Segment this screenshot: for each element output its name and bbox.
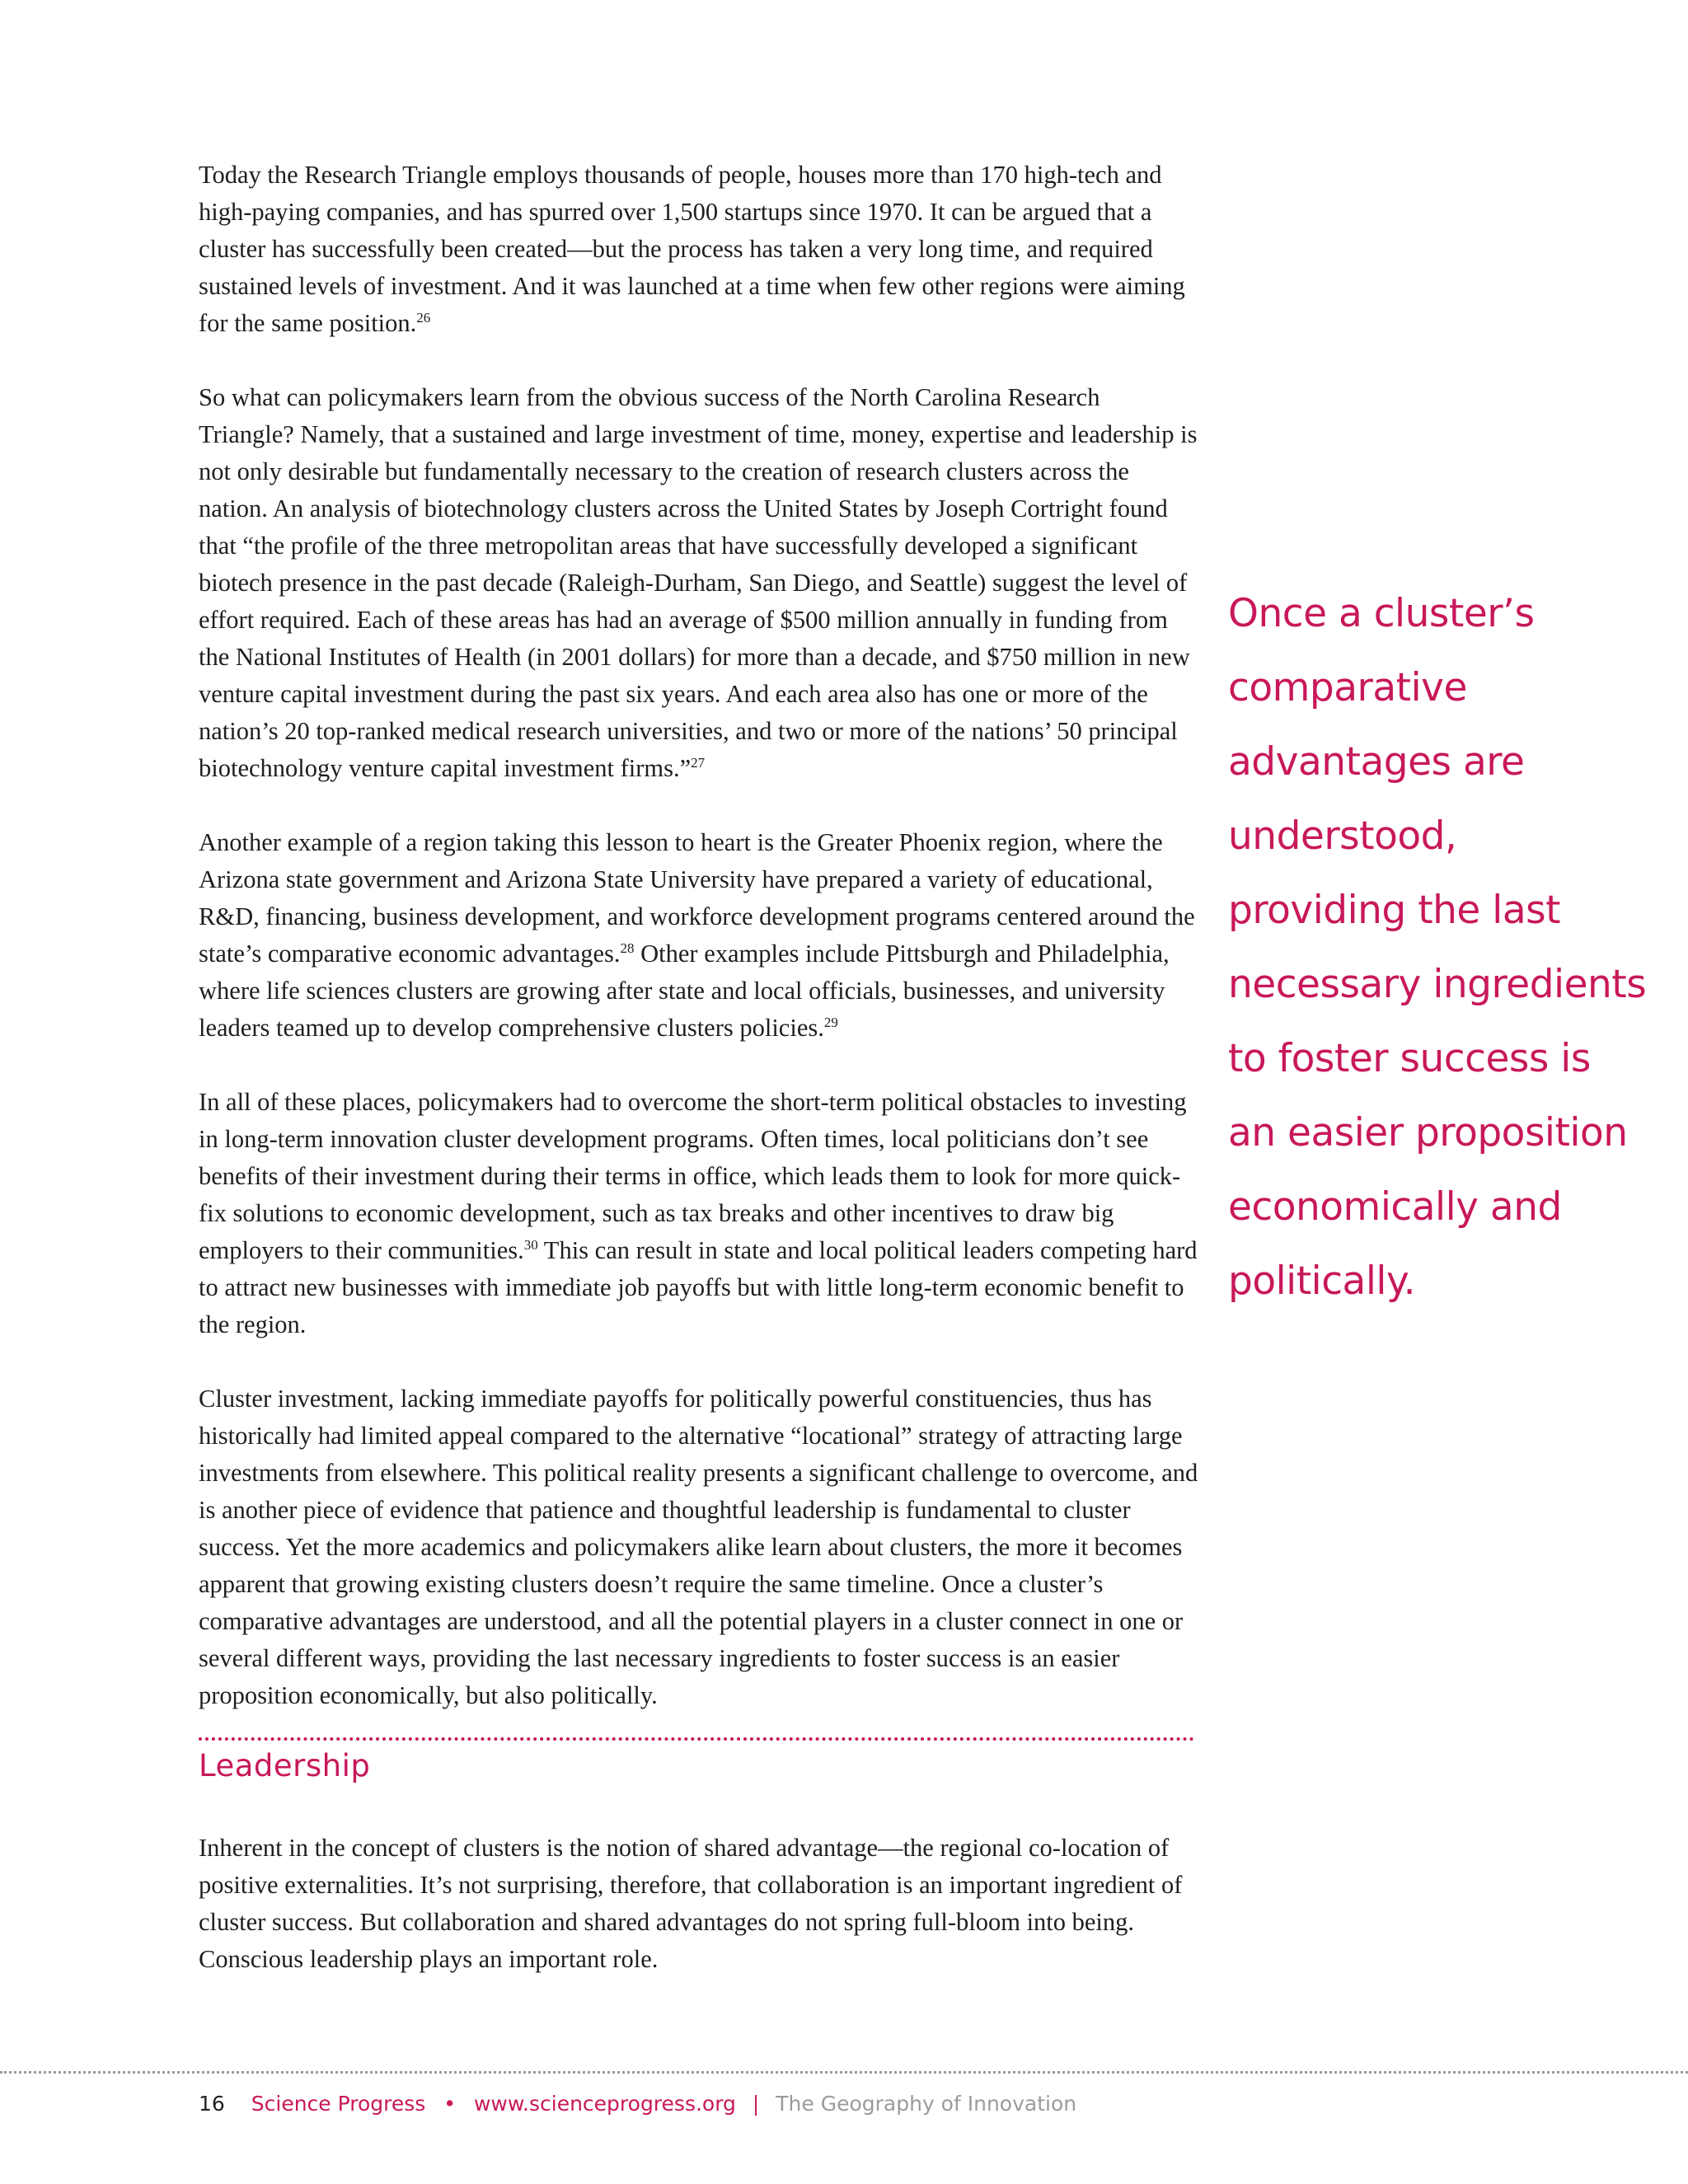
paragraph-phoenix-example [199, 824, 1200, 1047]
page-number: 16 [199, 2092, 225, 2116]
footnote-ref: 26 [416, 309, 431, 326]
report-title: The Geography of Innovation [776, 2092, 1077, 2116]
section-divider [199, 1737, 1194, 1741]
paragraph-leadership: Inherent in the concept of clusters is the notion of shared advantage—the regional co-location of positive externalities. It’s not surprising, therefore, that collaboration is an important ingredient of cluster success. But collaboration and shared advantages do not spring full-bloom into being. Conscious leadership plays an important role. [199, 1834, 1183, 1973]
pull-quote-line: politically. [1228, 1258, 1416, 1304]
pull-quote-line: Once a cluster’s [1228, 591, 1535, 636]
publication-url: www.scienceprogress.org [473, 2092, 736, 2116]
pull-quote [1228, 577, 1657, 1319]
paragraph-text: So what can policymakers learn from the obvious success of the North Carolina Research Triangle? Namely, that a sustained and large investment of time, money, expertise and leadership is not only desirable but fundamentally necessary to the creation of research clusters across the nation. An analysis of biotechnology clusters across the United States by Joseph Cortright found that “the profile of the three metropolitan areas that have successfully developed a significant biotech presence in the past decade (Raleigh-Durham, San Diego, and Seattle) suggest the level of effort required. Each of these areas has had an average of $500 million annually in funding from the National Institutes of Health (in 2001 dollars) for more than a decade, and $750 million in new venture capital investment during the past six years. And each area also has one or more of the nation’s 20 top-ranked medical research universities, and two or more of the nations’ 50 principal biotechnology venture capital investment firms.” [199, 383, 1198, 782]
paragraph-text: Other examples include Pittsburgh and Philadelphia, where life sciences clusters are growing after state and local officials, businesses, and university leaders teamed up to develop comprehensive clusters policies. [199, 940, 1170, 1042]
paragraph-text: Cluster investment, lacking immediate payoffs for politically powerful constituencies, thus has historically had limited appeal compared to the alternative “locational” strategy of attracting large investments from elsewhere. This political reality presents a significant challenge to overcome, and is another piece of evidence that patience and thoughtful leadership is fundamental to cluster success. Yet the more academics and policymakers alike learn about clusters, the more it becomes apparent that growing existing clusters doesn’t require the same timeline. Once a cluster’s comparative advantages are understood, and all the potential players in a cluster connect in one or several different ways, providing the last necessary ingredients to foster success is an easier proposition economically, but also politically. [199, 1385, 1198, 1709]
pull-quote-line: an easier proposition [1228, 1110, 1628, 1155]
publication-name: Science Progress [251, 2092, 426, 2116]
paragraph-text: Another example of a region taking this lesson to heart is the Greater Phoenix region, where the Arizona state government and Arizona State University have prepared a variety of educational, R&D, financing, business development, and workforce development programs centered around the state’s comparative economic advantages. [199, 828, 1195, 968]
paragraph-research-triangle [199, 157, 1200, 342]
pull-quote-line: to foster success is [1228, 1036, 1591, 1081]
footer-divider [0, 2071, 1688, 2074]
section-text [199, 1830, 1200, 1978]
pull-quote-line: necessary ingredients [1228, 962, 1647, 1007]
pull-quote-line: providing the last [1228, 888, 1561, 933]
footer-separator-dot: • [443, 2092, 457, 2116]
section-heading: Leadership [199, 1748, 371, 1783]
footnote-ref: 30 [523, 1236, 538, 1253]
paragraph-text: This can result in state and local political leaders competing hard to attract new businesses with immediate job payoffs but with little long-term economic benefit to the region. [199, 1236, 1198, 1338]
paragraph-policymakers-lessons [199, 379, 1200, 787]
footnote-ref: 29 [823, 1014, 838, 1030]
pull-quote-line: understood, [1228, 813, 1457, 859]
main-text-column [199, 157, 1200, 1751]
page-footer [199, 2092, 1076, 2116]
pull-quote-line: advantages are [1228, 739, 1525, 785]
paragraph-text: In all of these places, policymakers had to overcome the short-term political obstacles to investing in long-term innovation cluster development programs. Often times, local politicians don’t see benefits of their investment during their terms in office, which leads them to look for more quick-fix solutions to economic development, such as tax breaks and other incentives to draw big employers to their communities. [199, 1088, 1187, 1264]
paragraph-political-obstacles [199, 1084, 1200, 1343]
paragraph-text: Today the Research Triangle employs thousands of people, houses more than 170 high-tech and high-paying companies, and has spurred over 1,500 startups since 1970. It can be argued that a cluster has successfully been created—but the process has taken a very long time, and required sustained levels of investment. And it was launched at a time when few other regions were aiming for the same position. [199, 161, 1185, 337]
footnote-ref: 27 [691, 754, 706, 771]
pull-quote-line: economically and [1228, 1184, 1562, 1230]
footnote-ref: 28 [620, 940, 635, 956]
footer-separator-bar: | [752, 2092, 760, 2116]
paragraph-cluster-investment [199, 1380, 1200, 1714]
pull-quote-line: comparative [1228, 665, 1467, 710]
